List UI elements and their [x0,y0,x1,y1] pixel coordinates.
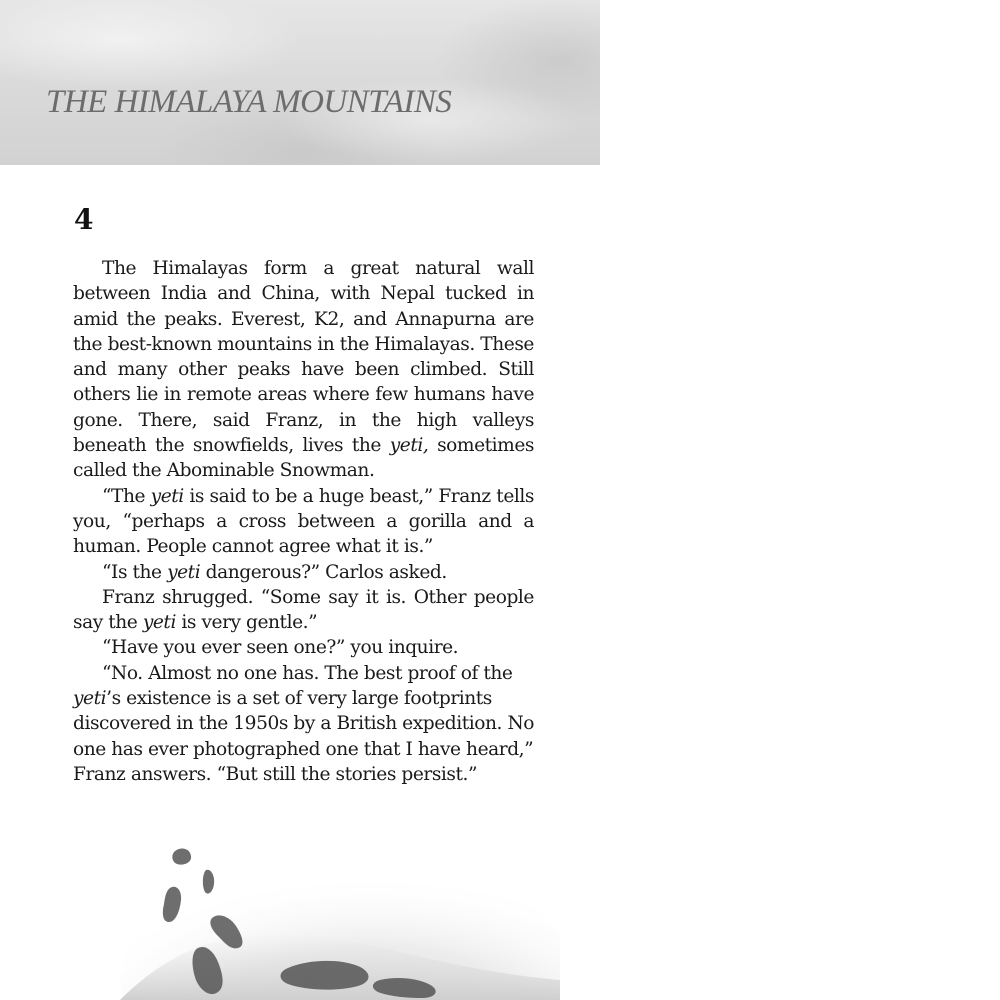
text-run: “Have you ever seen one?” you inquire. [102,637,459,659]
chapter-number: 4 [74,203,94,236]
footprints-in-snow-icon [110,830,560,1000]
text-run: sometimes called the Abominable Snowman. [73,435,534,482]
italic-term: yeti, [389,435,429,457]
text-run: “Is the [102,561,168,583]
paragraph [73,484,534,560]
footprint [172,849,191,865]
paragraph [73,256,534,484]
paragraph [73,635,534,660]
text-run: The Himalayas form a great natural wall between India and China, with Nepal tucked in amid the peaks. Everest, K2, and Annapurna are the best-known mountains in the Himalayas. These and many other peaks have been climbed. Still others lie in remote areas where few humans have gone. There, said Franz, in the high valleys beneath the snowfields, lives the [73,258,534,457]
text-run: ’s existence is a set of very large footprints discovered in the 1950s by a British expedition. No one has ever photographed one that I have heard,” Franz answers. “But still the stories persist.” [73,688,535,785]
text-run: “The [102,485,151,507]
text-run: dangerous?” Carlos asked. [200,561,447,583]
text-run: is said to be a huge beast,” Franz tells you, “perhaps a cross between a gorilla and a human. People cannot agree what it is.” [73,485,534,558]
paragraph [73,661,534,787]
chapter-header-band [0,0,600,165]
italic-term: yeti [142,612,176,634]
paragraph [73,560,534,585]
italic-term: yeti [73,688,107,710]
text-run: is very gentle.” [175,612,318,634]
text-run: “No. Almost no one has. The best proof of the [102,662,513,684]
paragraph [73,585,534,636]
story-text [73,256,534,787]
italic-term: yeti [150,485,184,507]
text-run: Franz shrugged. “Some say it is. Other people say the [73,586,534,634]
italic-term: yeti [167,561,201,583]
chapter-title: THE HIMALAYA MOUNTAINS [46,84,452,120]
